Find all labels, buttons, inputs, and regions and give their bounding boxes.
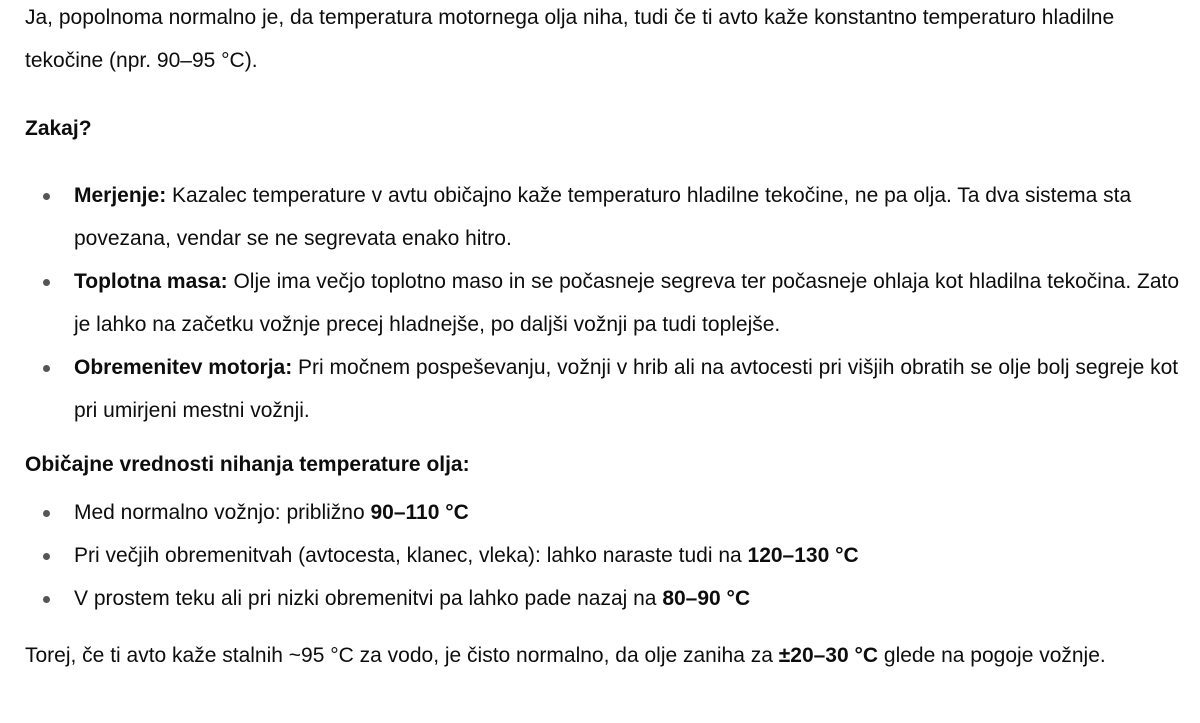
list-item: [25, 346, 1195, 432]
value-range: 90–110 °C: [370, 501, 469, 524]
reason-term: Merjenje:: [74, 184, 167, 207]
reason-term: Toplotna masa:: [74, 270, 228, 293]
value-range: 120–130 °C: [747, 544, 859, 567]
reason-term: Obremenitev motorja:: [74, 356, 293, 379]
value-text: Pri večjih obremenitvah (avtocesta, klanec, vleka): lahko naraste tudi na: [74, 544, 748, 567]
list-item: [25, 491, 1195, 534]
outro-text-after: glede na pogoje vožnje.: [878, 644, 1106, 667]
values-list: [25, 491, 1195, 620]
value-text: V prostem teku ali pri nizki obremenitvi pa lahko pade nazaj na: [74, 587, 663, 610]
outro-text-before: Torej, če ti avto kaže stalnih ~95 °C za vodo, je čisto normalno, da olje zaniha za: [25, 644, 779, 667]
values-heading: Običajne vrednosti nihanja temperature olja:: [25, 453, 470, 476]
list-item: [25, 174, 1195, 260]
why-heading: Zakaj?: [25, 117, 92, 140]
intro-paragraph: Ja, popolnoma normalno je, da temperatura motornega olja niha, tudi če ti avto kaže konstantno temperaturo hladilne tekočine (npr. 90–95 °C).: [25, 6, 1115, 72]
reasons-list: [25, 174, 1195, 432]
outro-paragraph: [25, 634, 1185, 677]
value-range: 80–90 °C: [662, 587, 751, 610]
reason-text: Kazalec temperature v avtu običajno kaže temperaturo hladilne tekočine, ne pa olja. Ta dva sistema sta povezana, vendar se ne segrevata enako hitro.: [74, 184, 1132, 250]
reason-text: Olje ima večjo toplotno maso in se počasneje segreva ter počasneje ohlaja kot hladilna tekočina. Zato je lahko na začetku vožnje precej hladnejše, po daljši vožnji pa tudi toplejše.: [74, 270, 1180, 336]
list-item: [25, 534, 1195, 577]
outro-value: ±20–30 °C: [778, 644, 879, 667]
reason-text: Pri močnem pospeševanju, vožnji v hrib ali na avtocesti pri višjih obratih se olje bolj segreje kot pri umirjeni mestni vožnji.: [74, 356, 1179, 422]
list-item: [25, 577, 1195, 620]
list-item: [25, 260, 1195, 346]
value-text: Med normalno vožnjo: približno: [74, 501, 371, 524]
